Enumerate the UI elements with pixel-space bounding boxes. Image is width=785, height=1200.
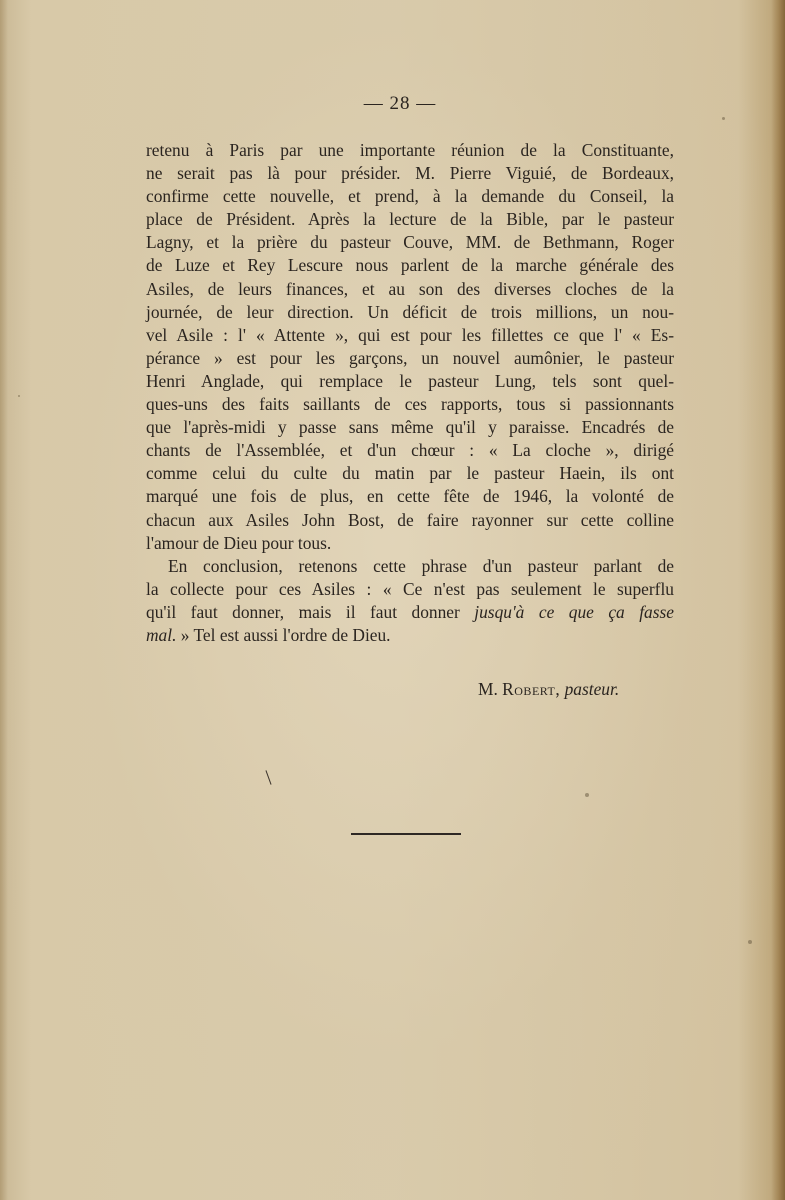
text-line: Lagny, et la prière du pasteur Couve, MM. de Bethmann, Roger: [146, 232, 674, 253]
text-line: comme celui du culte du matin par le pasteur Haein, ils ont: [146, 463, 674, 484]
paper-speck: [722, 117, 725, 120]
text-line: [146, 601, 674, 624]
text-line: l'amour de Dieu pour tous.: [146, 532, 332, 553]
text-line: journée, de leur direction. Un déficit de trois millions, un nou-: [146, 301, 674, 322]
text-line: vel Asile : l' « Attente », qui est pour les fillettes ce que l' « Es-: [146, 324, 674, 345]
text-line: Asiles, de leurs finances, et au son des diverses cloches de la: [146, 278, 674, 299]
signature-prefix: M.: [478, 679, 498, 699]
paper-speck: [18, 395, 20, 397]
text-line: ques-uns des faits saillants de ces rapports, tous si passionnants: [146, 394, 674, 415]
text-line: que l'après-midi y passe sans même qu'il y paraisse. Encadrés de: [146, 417, 674, 438]
text-line: [146, 624, 674, 647]
paper-speck: [585, 793, 589, 797]
page-number: — 28 —: [363, 93, 437, 114]
text-line: pérance » est pour les garçons, un nouvel aumônier, le pasteur: [146, 347, 674, 368]
text-fragment: qu'il faut donner, mais il faut donner: [146, 601, 460, 622]
text-line: Henri Anglade, qui remplace le pasteur Lung, tels sont quel-: [146, 370, 674, 391]
text-line: En conclusion, retenons cette phrase d'un pasteur parlant de: [168, 555, 674, 576]
signature: [478, 679, 619, 700]
section-divider: [351, 833, 461, 835]
text-fragment: » Tel est aussi l'ordre de Dieu.: [176, 624, 391, 645]
text-line: chants de l'Assemblée, et d'un chœur : « La cloche », dirigé: [146, 440, 674, 461]
italic-emphasis: mal.: [146, 624, 177, 645]
page-left-edge-shadow: [0, 0, 8, 1200]
text-line: la collecte pour ces Asiles : « Ce n'est pas seulement le superflu: [146, 578, 674, 599]
italic-emphasis: jusqu'à ce que ça fasse: [474, 601, 674, 622]
text-line: marqué une fois de plus, en cette fête de 1946, la volonté de: [146, 486, 674, 507]
text-line: de Luze et Rey Lescure nous parlent de la marche générale des: [146, 255, 674, 276]
text-line: ne serait pas là pour présider. M. Pierre Viguié, de Bordeaux,: [146, 163, 674, 184]
signature-name: Robert,: [502, 679, 561, 699]
paper-speck: [748, 940, 752, 944]
article-body: [146, 139, 674, 647]
text-line: retenu à Paris par une importante réunion de la Constituante,: [146, 140, 674, 160]
text-line: chacun aux Asiles John Bost, de faire rayonner sur cette colline: [146, 509, 674, 530]
text-line: confirme cette nouvelle, et prend, à la demande du Conseil, la: [146, 186, 674, 207]
signature-role: pasteur.: [564, 679, 620, 699]
stray-pen-mark: [265, 770, 271, 784]
text-line: place de Président. Après la lecture de la Bible, par le pasteur: [146, 209, 674, 230]
page-right-edge-shadow: [771, 0, 785, 1200]
